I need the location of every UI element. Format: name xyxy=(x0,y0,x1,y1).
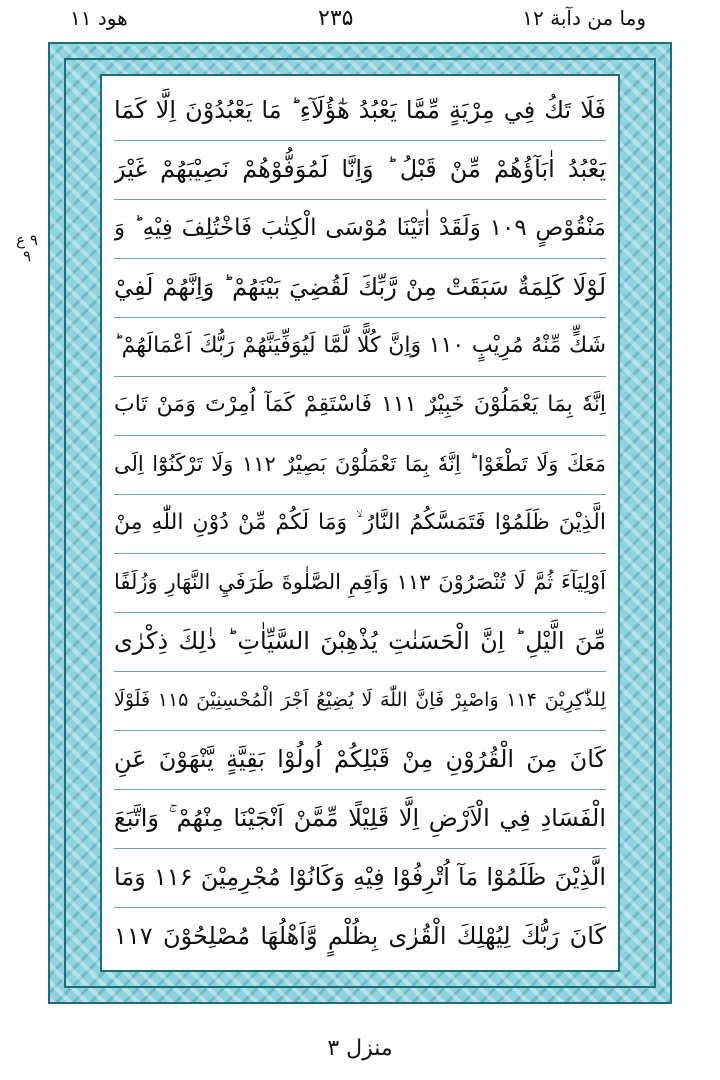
text-line: لَوْلَا كَلِمَةٌ سَبَقَتْ مِنْ رَّبِّكَ لَقُضِيَ بَيْنَهُمْ ؕ وَاِنَّهُمْ لَفِيْ xyxy=(114,257,606,318)
text-line: كَانَ رَبُّكَ لِيُهْلِكَ الْقُرٰى بِظُلْمٍ وَّاَهْلُهَا مُصْلِحُوْنَ ۱۱۷ xyxy=(114,922,606,950)
surah-name: هود ۱۱ xyxy=(70,6,128,30)
text-line: الَّذِيْنَ ظَلَمُوْا فَتَمَسَّكُمُ النَّارُ ۙ وَمَا لَكُمْ مِّنْ دُوْنِ اللّٰهِ مِنْ xyxy=(114,493,606,554)
text-line: اَوْلِيَآءَ ثُمَّ لَا تُنْصَرُوْنَ ۱۱۳ وَاَقِمِ الصَّلٰوةَ طَرَفَيِ النَّهَارِ وَزُلَفًا xyxy=(114,552,606,613)
text-line: لِلذّٰكِرِيْنَ ۱۱۴ وَاصْبِرْ فَاِنَّ اللّٰهَ لَا يُضِيْعُ اَجْرَ الْمُحْسِنِيْنَ ۱۱۵ فَلَوْلَا xyxy=(114,670,606,731)
text-line: مَنْقُوْصٍ ۱۰۹ وَلَقَدْ اٰتَيْنَا مُوْسَى الْكِتٰبَ فَاخْتُلِفَ فِيْهِ ؕ وَ xyxy=(114,198,606,259)
text-line: شَكٍّ مِّنْهُ مُرِيْبٍ ۱۱۰ وَاِنَّ كُلًّا لَّمَّا لَيُوَفِّيَنَّهُمْ رَبُّكَ اَعْمَالَهُمْ ؕ xyxy=(114,316,606,377)
text-line: اِنَّهٗ بِمَا يَعْمَلُوْنَ خَبِيْرٌ ۱۱۱ فَاسْتَقِمْ كَمَآ اُمِرْتَ وَمَنْ تَابَ xyxy=(114,375,606,436)
para-name: وما من دآبة ۱۲ xyxy=(522,6,646,30)
text-panel xyxy=(100,74,620,972)
text-line: فَلَا تَكُ فِي مِرْيَةٍ مِّمَّا يَعْبُدُ هٰٓؤُلَآءِ ؕ مَا يَعْبُدُوْنَ اِلَّا كَمَا xyxy=(114,80,606,141)
ornamental-border xyxy=(48,42,672,1004)
manzil-footer: منزل ۳ xyxy=(327,1036,393,1061)
ruku-marker: ۹ ع ۹ xyxy=(16,231,38,265)
page-number: ۲۳۵ xyxy=(318,6,354,31)
text-line: الَّذِيْنَ ظَلَمُوْا مَآ اُتْرِفُوْا فِيْهِ وَكَانُوْا مُجْرِمِيْنَ ۱۱۶ وَمَا xyxy=(114,847,606,908)
text-line: كَانَ مِنَ الْقُرُوْنِ مِنْ قَبْلِكُمْ اُولُوْا بَقِيَّةٍ يَّنْهَوْنَ عَنِ xyxy=(114,729,606,790)
text-line: مَعَكَ وَلَا تَطْغَوْا ؕ اِنَّهٗ بِمَا تَعْمَلُوْنَ بَصِيْرٌ ۱۱۲ وَلَا تَرْكَنُوْٓا اِلَى xyxy=(114,434,606,495)
page-header xyxy=(0,0,720,42)
text-line: يَعْبُدُ اٰبَآؤُهُمْ مِّنْ قَبْلُ ؕ وَاِنَّا لَمُوَفُّوْهُمْ نَصِيْبَهُمْ غَيْرَ xyxy=(114,139,606,200)
text-line: الْفَسَادِ فِي الْاَرْضِ اِلَّا قَلِيْلًا مِّمَّنْ اَنْجَيْنَا مِنْهُمْ ۚ وَاتَّبَعَ xyxy=(114,788,606,849)
text-line: مِّنَ الَّيْلِ ؕ اِنَّ الْحَسَنٰتِ يُذْهِبْنَ السَّيِّاٰتِ ؕ ذٰلِكَ ذِكْرٰى xyxy=(114,611,606,672)
